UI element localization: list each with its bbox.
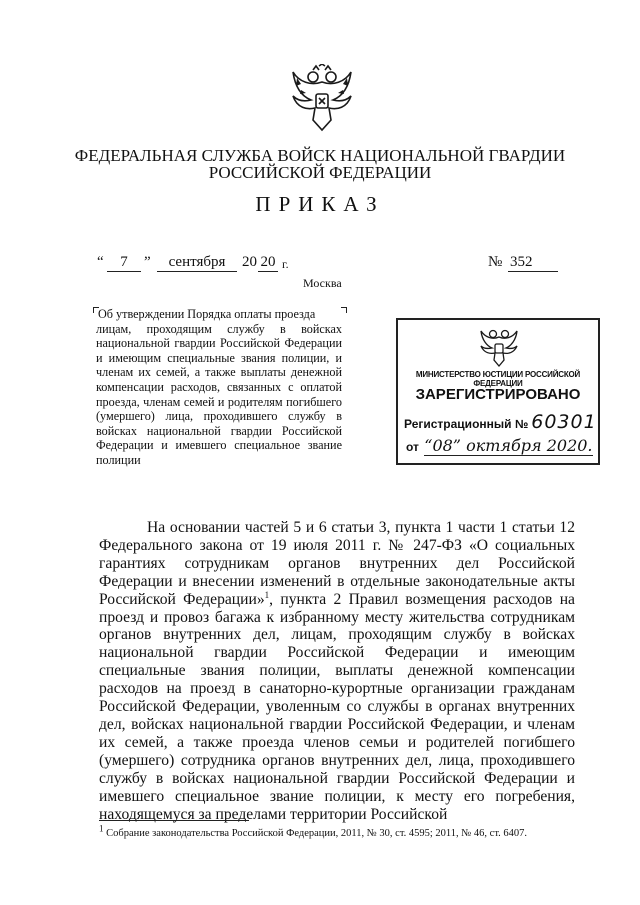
document-type-title: ПРИКАЗ <box>255 192 385 216</box>
order-number: 352 <box>508 254 558 272</box>
body-part2: , пункта 2 Правил возмещения расходов на проезд и провоз багажа к избранному месту жительства сотрудникам органов внутренних дел, лицам, проходящим службу в войсках национальной гвардии Российской Федерации и имеющим специальные звания полиции, выплаты денежной компенсации расходов на проезд в санаторно-курортные организации гражданам Российской Федерации, уволенным со службы в органах внутренних дел, войсках национальной гвардии Российской Федерации, и членам их семей, а также проезда членов семьи и родителей погибшего (умершего) сотрудника органов внутренних дел, лица, проходившего службу в войсках национальной гвардии Российской Федерации и имевшего специальное звание полиции, к месту его погребения, находящемуся за пределами территории Российской <box>99 590 575 823</box>
body-paragraph <box>99 519 575 823</box>
agency-name-line2: РОССИЙСКОЙ ФЕДЕРАЦИИ <box>208 163 432 182</box>
stamp-registration-number <box>404 411 597 433</box>
body-text <box>99 519 575 823</box>
footnote-text: Собрание законодательства Российской Федерации, 2011, № 30, ст. 4595; 2011, № 46, ст. 6407. <box>103 828 528 839</box>
stamp-reg-label: Регистрационный № <box>404 417 529 431</box>
footnote <box>99 823 575 839</box>
date-year-suffix: 20 <box>258 254 278 272</box>
order-date-row <box>0 254 640 276</box>
footnote-divider <box>99 820 249 821</box>
double-headed-eagle-emblem-icon <box>291 64 353 134</box>
body-part1: На основании частей 5 и 6 статьи 3, пункта 1 части 1 статьи 12 Федерального закона от 19 июля 2011 г. № 247-ФЗ «О социальных гарантиях сотрудникам органов внутренних дел Российской Федерации и внесении изменений в отдельные законодательные акты Российской Федерации» <box>99 519 575 608</box>
date-open-quote: “ <box>97 254 104 270</box>
date-year-prefix: 20 <box>242 254 257 270</box>
footnote-reference: 1 <box>264 589 270 600</box>
stamp-eagle-emblem-icon <box>480 326 518 368</box>
registration-stamp <box>396 318 600 465</box>
footnote-number: 1 <box>99 823 104 834</box>
order-title-line1: Об утверждении Порядка оплаты проезда <box>98 307 316 321</box>
stamp-registered-label: ЗАРЕГИСТРИРОВАНО <box>415 386 581 403</box>
stamp-registration-date <box>406 436 593 455</box>
date-year-abbr: г. <box>282 257 289 271</box>
order-title <box>96 307 342 468</box>
stamp-date-label: от <box>406 440 419 454</box>
order-title-rest: лицам, проходящим службу в войсках национальной гвардии Российской Федерации и имеющим специальные звания полиции, и членам их семей, а также выплаты денежной компенсации расходов, связанных с оплатой проезда, членам семей и родителям погибшего (умершего) лица, проходившего службу в войсках национальной гвардии Российской Федерации и имевшего специальное звание полиции <box>96 321 342 467</box>
stamp-reg-number: 60301 <box>531 411 597 433</box>
date-close-quote: ” <box>144 254 151 270</box>
date-day: 7 <box>107 254 141 272</box>
stamp-ministry-name: МИНИСТЕРСТВО ЮСТИЦИИ РОССИЙСКОЙ ФЕДЕРАЦИИ <box>415 370 581 388</box>
city: Москва <box>303 276 342 290</box>
date-month: сентября <box>157 254 237 272</box>
agency-name-line1: ФЕДЕРАЛЬНАЯ СЛУЖБА ВОЙСК НАЦИОНАЛЬНОЙ ГВАРДИИ <box>74 146 566 165</box>
stamp-date-value: “08” октября 2020. <box>424 436 593 455</box>
order-number-label: № <box>488 254 503 270</box>
